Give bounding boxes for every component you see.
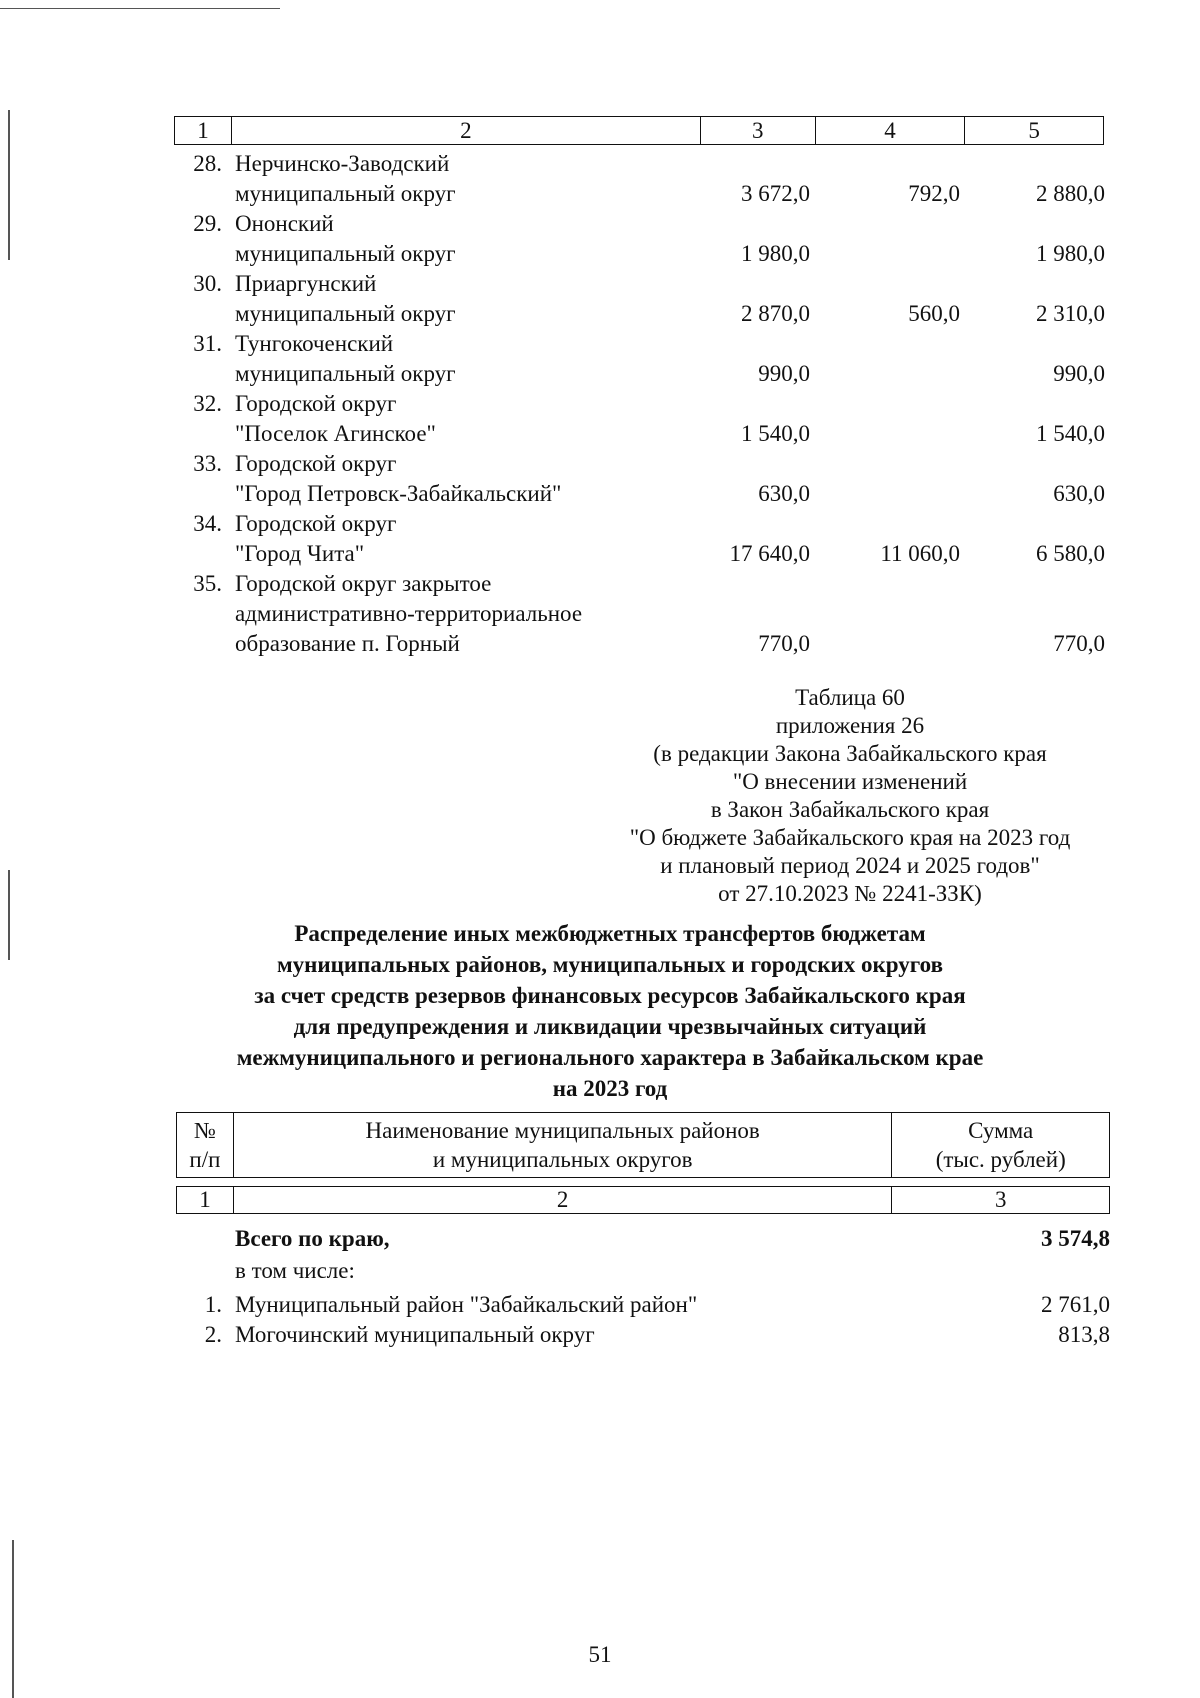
scan-edge-line bbox=[8, 110, 10, 260]
title-line: за счет средств резервов финансовых ресурсов Забайкальского края bbox=[254, 983, 966, 1008]
cell-col5: 770,0 bbox=[1053, 631, 1105, 656]
cell-col4 bbox=[830, 419, 960, 449]
title-line: Распределение иных межбюджетных трансфертов бюджетам bbox=[294, 921, 926, 946]
title-line: межмуниципального и регионального характера в Забайкальском крае bbox=[236, 1045, 984, 1070]
caption-line: и плановый период 2024 и 2025 годов" bbox=[660, 853, 1040, 878]
row-name-line: "Город Петровск-Забайкальский" bbox=[235, 481, 562, 506]
row-name-line: Городской округ bbox=[235, 511, 397, 536]
column-number: 2 bbox=[234, 1187, 893, 1213]
row-index: 32. bbox=[193, 391, 222, 416]
header-text: № bbox=[193, 1118, 216, 1143]
row-name-line: муниципальный округ bbox=[235, 181, 456, 206]
column-number: 4 bbox=[816, 117, 966, 144]
cell-col4 bbox=[830, 629, 960, 659]
cell-col3: 1 980,0 bbox=[741, 241, 810, 266]
page-number: 51 bbox=[588, 1642, 612, 1667]
header-text: Сумма bbox=[968, 1118, 1034, 1143]
row-name-line: административно-территориальное bbox=[235, 601, 583, 626]
column-number: 3 bbox=[701, 117, 816, 144]
row-index: 35. bbox=[193, 571, 222, 596]
caption-line: Таблица 60 bbox=[795, 685, 905, 710]
row-name-line: Городской округ bbox=[235, 391, 397, 416]
table60-header bbox=[176, 1112, 1110, 1178]
cell-col4: 560,0 bbox=[908, 301, 960, 326]
table60-total-row bbox=[0, 1224, 1200, 1254]
row-name-line: муниципальный округ bbox=[235, 361, 456, 386]
column-number: 2 bbox=[232, 117, 701, 144]
title-line: для предупреждения и ликвидации чрезвычайных ситуаций bbox=[293, 1014, 927, 1039]
header-text: и муниципальных округов bbox=[432, 1147, 693, 1172]
row-name-line: Городской округ bbox=[235, 451, 397, 476]
row-index: 30. bbox=[193, 271, 222, 296]
table60-including-row bbox=[0, 1256, 1200, 1286]
row-index: 2. bbox=[204, 1322, 222, 1347]
title-line: муниципальных районов, муниципальных и городских округов bbox=[276, 952, 943, 977]
column-number: 3 bbox=[994, 1187, 1007, 1212]
row-name-line: муниципальный округ bbox=[235, 301, 456, 326]
row-name-line: Тунгокоченский bbox=[235, 331, 394, 356]
table-row bbox=[0, 1290, 1200, 1320]
row-index: 33. bbox=[193, 451, 222, 476]
row-index: 34. bbox=[193, 511, 222, 536]
cell-col5: 1 540,0 bbox=[1036, 421, 1105, 446]
column-number: 1 bbox=[175, 117, 232, 144]
row-index: 29. bbox=[193, 211, 222, 236]
header-text: Наименование муниципальных районов bbox=[365, 1118, 760, 1143]
header-col2 bbox=[234, 1113, 893, 1177]
row-name-line: Нерчинско-Заводский bbox=[235, 151, 450, 176]
cell-col3: 630,0 bbox=[758, 481, 810, 506]
cell-col5: 1 980,0 bbox=[1036, 241, 1105, 266]
row-name-line: муниципальный округ bbox=[235, 241, 456, 266]
column-number: 1 bbox=[177, 1187, 234, 1213]
row-name: Могочинский муниципальный округ bbox=[235, 1322, 595, 1347]
caption-line: приложения 26 bbox=[775, 713, 925, 738]
row-index: 1. bbox=[204, 1292, 222, 1317]
row-name-line: Городской округ закрытое bbox=[235, 571, 492, 596]
scan-edge-line bbox=[8, 870, 10, 960]
cell-col4: 11 060,0 bbox=[880, 541, 960, 566]
cell-col5: 2 880,0 bbox=[1036, 181, 1105, 206]
document-title bbox=[140, 918, 1080, 1104]
cell-col4 bbox=[830, 479, 960, 509]
row-index: 28. bbox=[193, 151, 222, 176]
cell-col3: 770,0 bbox=[758, 631, 810, 656]
row-name-line: "Город Чита" bbox=[235, 541, 365, 566]
continuation-table-column-numbers bbox=[174, 116, 1104, 145]
cell-col5: 630,0 bbox=[1053, 481, 1105, 506]
cell-col5: 2 310,0 bbox=[1036, 301, 1105, 326]
total-label: Всего по краю, bbox=[235, 1226, 390, 1251]
row-sum: 2 761,0 bbox=[1041, 1292, 1110, 1317]
column-number: 5 bbox=[1028, 118, 1040, 143]
cell-col4 bbox=[830, 359, 960, 389]
cell-col5: 990,0 bbox=[1053, 361, 1105, 386]
cell-col4 bbox=[830, 239, 960, 269]
cell-col3: 3 672,0 bbox=[741, 181, 810, 206]
cell-col3: 2 870,0 bbox=[741, 301, 810, 326]
table-caption bbox=[500, 684, 1200, 908]
scan-edge-line bbox=[0, 8, 280, 9]
header-text: (тыс. рублей) bbox=[935, 1147, 1066, 1172]
header-text: п/п bbox=[189, 1147, 221, 1172]
caption-line: от 27.10.2023 № 2241-ЗЗК) bbox=[718, 881, 982, 906]
row-name: Муниципальный район "Забайкальский район" bbox=[235, 1292, 698, 1317]
row-index: 31. bbox=[193, 331, 222, 356]
including-label: в том числе: bbox=[235, 1258, 355, 1283]
caption-line: "О внесении изменений bbox=[732, 769, 968, 794]
table-row bbox=[0, 1320, 1200, 1350]
row-sum: 813,8 bbox=[1058, 1322, 1110, 1347]
caption-line: (в редакции Закона Забайкальского края bbox=[653, 741, 1047, 766]
row-name-line: Приаргунский bbox=[235, 271, 377, 296]
header-col3 bbox=[892, 1113, 1109, 1177]
cell-col4: 792,0 bbox=[908, 181, 960, 206]
table60-column-numbers bbox=[176, 1186, 1110, 1214]
cell-col3: 1 540,0 bbox=[741, 421, 810, 446]
scan-edge-line bbox=[12, 1540, 14, 1698]
row-name-line: Ононский bbox=[235, 211, 334, 236]
total-sum: 3 574,8 bbox=[1041, 1226, 1110, 1251]
caption-line: в Закон Забайкальского края bbox=[710, 797, 990, 822]
cell-col5: 6 580,0 bbox=[1036, 541, 1105, 566]
cell-col3: 17 640,0 bbox=[729, 541, 810, 566]
row-name-line: образование п. Горный bbox=[235, 631, 460, 656]
caption-line: "О бюджете Забайкальского края на 2023 год bbox=[629, 825, 1071, 850]
row-name-line: "Поселок Агинское" bbox=[235, 421, 436, 446]
header-col1 bbox=[177, 1113, 234, 1177]
title-line: на 2023 год bbox=[552, 1076, 668, 1101]
cell-col3: 990,0 bbox=[758, 361, 810, 386]
